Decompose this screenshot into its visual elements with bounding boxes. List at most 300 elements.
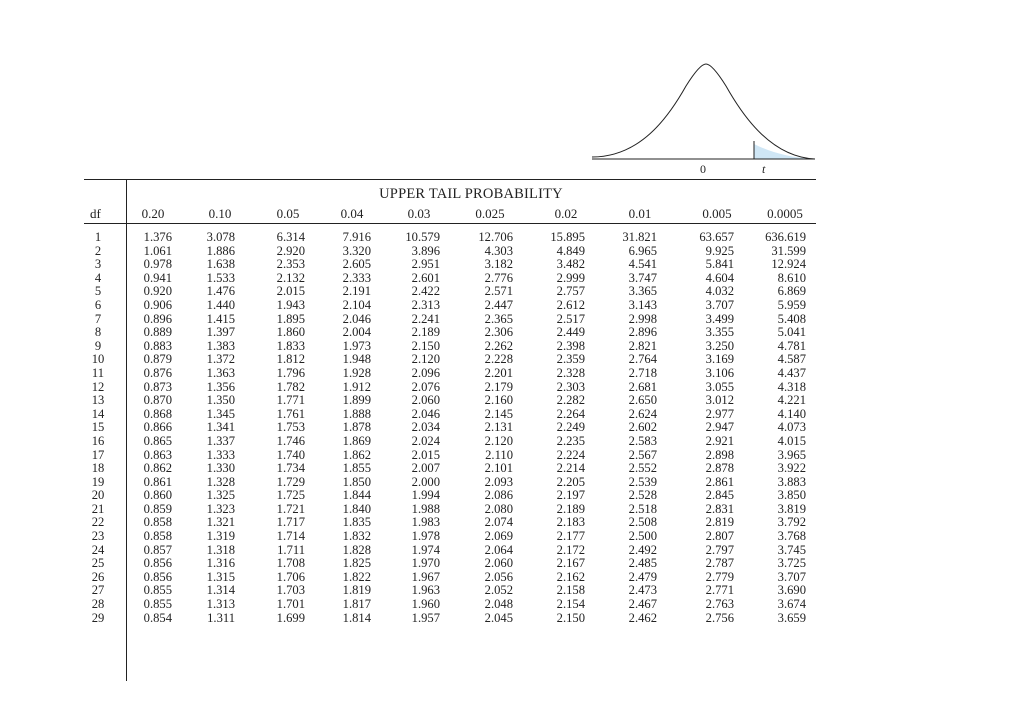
df-cell: 15 <box>91 420 105 435</box>
table-cell: 4.541 <box>628 257 657 272</box>
value-column <box>175 231 235 625</box>
table-cell: 2.101 <box>484 461 513 476</box>
table-cell: 1.638 <box>206 257 235 272</box>
df-cell: 18 <box>91 461 105 476</box>
table-cell: 1.440 <box>206 297 235 312</box>
df-cell: 11 <box>91 365 105 380</box>
df-cell: 26 <box>91 569 105 584</box>
table-cell: 1.819 <box>342 583 371 598</box>
table-cell: 4.140 <box>777 406 806 421</box>
table-cell: 2.303 <box>556 379 585 394</box>
table-cell: 2.921 <box>705 433 734 448</box>
table-cell: 1.711 <box>277 542 305 557</box>
table-cell: 2.197 <box>556 488 585 503</box>
upper-tail-shading <box>754 144 815 159</box>
table-cell: 2.365 <box>484 311 513 326</box>
table-cell: 2.951 <box>411 257 440 272</box>
df-cell: 20 <box>91 488 105 503</box>
table-cell: 2.831 <box>705 501 734 516</box>
table-cell: 2.167 <box>556 556 585 571</box>
table-cell: 1.328 <box>206 474 235 489</box>
table-cell: 0.896 <box>143 311 172 326</box>
table-cell: 1.350 <box>206 393 235 408</box>
table-cell: 1.363 <box>206 365 235 380</box>
table-cell: 2.999 <box>556 270 585 285</box>
table-cell: 2.224 <box>556 447 585 462</box>
table-cell: 1.311 <box>207 610 235 625</box>
table-cell: 2.539 <box>628 474 657 489</box>
table-cell: 2.048 <box>484 597 513 612</box>
prob-header-0_0005: 0.0005 <box>767 206 803 221</box>
table-cell: 2.179 <box>484 379 513 394</box>
prob-header-0_01: 0.01 <box>628 206 652 221</box>
prob-header-0_02: 0.02 <box>554 206 578 221</box>
value-column <box>245 231 305 625</box>
table-cell: 2.060 <box>484 556 513 571</box>
table-cell: 31.821 <box>622 230 657 244</box>
table-cell: 2.150 <box>556 610 585 625</box>
table-cell: 3.055 <box>705 379 734 394</box>
table-cell: 0.860 <box>143 488 172 503</box>
table-cell: 1.476 <box>206 284 235 299</box>
table-cell: 2.056 <box>484 569 513 584</box>
table-cell: 2.024 <box>411 433 440 448</box>
table-cell: 1.415 <box>206 311 235 326</box>
table-cell: 2.353 <box>276 257 305 272</box>
table-cell: 2.602 <box>628 420 657 435</box>
table-cell: 3.690 <box>777 583 806 598</box>
table-cell: 2.214 <box>556 461 585 476</box>
table-cell: 4.221 <box>777 393 806 408</box>
table-cell: 0.920 <box>143 284 172 299</box>
table-cell: 1.862 <box>342 447 371 462</box>
table-cell: 1.345 <box>206 406 235 421</box>
table-cell: 3.965 <box>777 447 806 462</box>
table-cell: 3.745 <box>777 542 806 557</box>
table-cell: 0.857 <box>143 542 172 557</box>
df-cell: 5 <box>94 284 102 299</box>
table-cell: 1.721 <box>276 501 305 516</box>
table-cell: 2.015 <box>411 447 440 462</box>
table-cell: 2.205 <box>556 474 585 489</box>
table-cell: 3.182 <box>484 257 513 272</box>
table-cell: 1.372 <box>206 352 235 367</box>
table-cell: 3.012 <box>705 393 734 408</box>
table-cell: 5.041 <box>777 325 806 340</box>
t-distribution-figure <box>0 0 1024 190</box>
table-cell: 1.321 <box>206 515 235 530</box>
table-cell: 2.492 <box>628 542 657 557</box>
table-cell: 2.896 <box>628 325 657 340</box>
table-cell: 12.924 <box>771 257 806 272</box>
table-cell: 1.886 <box>206 243 235 258</box>
table-cell: 2.154 <box>556 597 585 612</box>
table-cell: 1.832 <box>342 529 371 544</box>
table-cell: 2.517 <box>556 311 585 326</box>
table-cell: 1.817 <box>342 597 371 612</box>
table-cell: 1.835 <box>342 515 371 530</box>
table-cell: 3.819 <box>777 501 806 516</box>
table-cell: 2.060 <box>411 393 440 408</box>
table-cell: 2.235 <box>556 433 585 448</box>
table-cell: 2.861 <box>705 474 734 489</box>
value-column <box>380 231 440 625</box>
table-cell: 2.479 <box>628 569 657 584</box>
table-cell: 2.132 <box>276 270 305 285</box>
table-cell: 0.856 <box>143 556 172 571</box>
table-cell: 1.796 <box>276 365 305 380</box>
table-cell: 3.707 <box>777 569 806 584</box>
table-cell: 2.764 <box>628 352 657 367</box>
table-cell: 1.708 <box>276 556 305 571</box>
table-cell: 2.650 <box>628 393 657 408</box>
table-cell: 1.888 <box>342 406 371 421</box>
table-cell: 0.879 <box>143 352 172 367</box>
table-cell: 3.850 <box>777 488 806 503</box>
table-cell: 2.718 <box>628 365 657 380</box>
table-cell: 2.583 <box>628 433 657 448</box>
table-cell: 1.948 <box>342 352 371 367</box>
table-cell: 2.241 <box>411 311 440 326</box>
df-cell: 1 <box>94 230 102 244</box>
table-cell: 1.812 <box>276 352 305 367</box>
table-cell: 1.943 <box>276 297 305 312</box>
table-cell: 1.960 <box>411 597 440 612</box>
table-cell: 2.359 <box>556 352 585 367</box>
zero-label: 0 <box>700 162 706 176</box>
table-cell: 2.473 <box>628 583 657 598</box>
table-cell: 1.878 <box>342 420 371 435</box>
table-cell: 1.725 <box>276 488 305 503</box>
table-cell: 2.821 <box>628 338 657 353</box>
table-cell: 1.828 <box>342 542 371 557</box>
table-cell: 2.328 <box>556 365 585 380</box>
table-cell: 1.330 <box>206 461 235 476</box>
table-cell: 1.994 <box>411 488 440 503</box>
table-cell: 1.983 <box>411 515 440 530</box>
table-cell: 2.845 <box>705 488 734 503</box>
table-cell: 2.086 <box>484 488 513 503</box>
table-cell: 2.131 <box>484 420 513 435</box>
table-cell: 2.787 <box>705 556 734 571</box>
df-cell: 25 <box>91 556 105 571</box>
table-cell: 2.977 <box>705 406 734 421</box>
df-cell: 21 <box>91 501 105 516</box>
table-cell: 2.093 <box>484 474 513 489</box>
value-column <box>674 231 734 625</box>
table-cell: 1.912 <box>342 379 371 394</box>
table-cell: 8.610 <box>777 270 806 285</box>
table-cell: 2.162 <box>556 569 585 584</box>
table-cell: 3.707 <box>705 297 734 312</box>
table-cell: 0.858 <box>143 529 172 544</box>
table-cell: 0.889 <box>143 325 172 340</box>
table-cell: 2.064 <box>484 542 513 557</box>
table-cell: 2.947 <box>705 420 734 435</box>
table-cell: 2.920 <box>276 243 305 258</box>
table-cell: 15.895 <box>550 230 585 244</box>
table-cell: 1.928 <box>342 365 371 380</box>
table-cell: 3.747 <box>628 270 657 285</box>
table-cell: 0.862 <box>143 461 172 476</box>
table-cell: 2.681 <box>628 379 657 394</box>
table-cell: 4.437 <box>777 365 806 380</box>
table-cell: 2.052 <box>484 583 513 598</box>
table-cell: 2.500 <box>628 529 657 544</box>
table-cell: 3.365 <box>628 284 657 299</box>
table-cell: 2.797 <box>705 542 734 557</box>
df-cell: 6 <box>94 297 102 312</box>
df-cell: 10 <box>91 352 105 367</box>
prob-header-0_005: 0.005 <box>702 206 732 221</box>
table-cell: 2.807 <box>705 529 734 544</box>
table-cell: 1.973 <box>342 338 371 353</box>
table-cell: 5.408 <box>777 311 806 326</box>
table-cell: 0.978 <box>143 257 172 272</box>
table-cell: 1.533 <box>206 270 235 285</box>
table-cell: 1.761 <box>276 406 305 421</box>
value-column <box>525 231 585 625</box>
table-cell: 1.333 <box>206 447 235 462</box>
table-cell: 0.859 <box>143 501 172 516</box>
table-cell: 0.866 <box>143 420 172 435</box>
table-cell: 0.876 <box>143 365 172 380</box>
table-cell: 2.069 <box>484 529 513 544</box>
table-cell: 1.706 <box>276 569 305 584</box>
table-cell: 1.323 <box>206 501 235 516</box>
df-cell: 28 <box>91 597 105 612</box>
df-cell: 12 <box>91 379 105 394</box>
table-cell: 3.250 <box>705 338 734 353</box>
table-cell: 0.854 <box>143 610 172 625</box>
table-cell: 0.865 <box>143 433 172 448</box>
table-cell: 1.782 <box>276 379 305 394</box>
table-cell: 63.657 <box>699 230 734 244</box>
table-cell: 1.899 <box>342 393 371 408</box>
table-cell: 1.869 <box>342 433 371 448</box>
table-cell: 2.467 <box>628 597 657 612</box>
table-cell: 3.768 <box>777 529 806 544</box>
table-cell: 2.172 <box>556 542 585 557</box>
table-cell: 636.619 <box>765 230 806 244</box>
table-cell: 1.746 <box>276 433 305 448</box>
table-cell: 2.004 <box>342 325 371 340</box>
table-cell: 2.763 <box>705 597 734 612</box>
table-cell: 2.080 <box>484 501 513 516</box>
table-cell: 4.587 <box>777 352 806 367</box>
table-cell: 0.855 <box>143 597 172 612</box>
table-cell: 2.191 <box>342 284 371 299</box>
table-cell: 3.106 <box>705 365 734 380</box>
table-cell: 2.819 <box>705 515 734 530</box>
prob-header-0_10: 0.10 <box>208 206 232 221</box>
table-cell: 2.313 <box>411 297 440 312</box>
table-cell: 0.863 <box>143 447 172 462</box>
table-cell: 2.779 <box>705 569 734 584</box>
table-cell: 1.974 <box>411 542 440 557</box>
table-cell: 3.896 <box>411 243 440 258</box>
table-cell: 1.061 <box>143 243 172 258</box>
table-cell: 2.158 <box>556 583 585 598</box>
table-cell: 3.883 <box>777 474 806 489</box>
df-cell: 27 <box>91 583 105 598</box>
table-cell: 2.449 <box>556 325 585 340</box>
table-cell: 1.963 <box>411 583 440 598</box>
table-cell: 1.814 <box>342 610 371 625</box>
value-column <box>311 231 371 625</box>
df-cell: 23 <box>91 529 105 544</box>
table-cell: 12.706 <box>478 230 513 244</box>
table-cell: 1.825 <box>342 556 371 571</box>
table-cell: 2.571 <box>484 284 513 299</box>
table-cell: 3.725 <box>777 556 806 571</box>
table-cell: 2.528 <box>628 488 657 503</box>
table-cell: 1.699 <box>276 610 305 625</box>
table-cell: 2.624 <box>628 406 657 421</box>
df-cell: 3 <box>94 257 102 272</box>
df-cell: 22 <box>91 515 105 530</box>
table-cell: 2.333 <box>342 270 371 285</box>
df-cell: 29 <box>91 610 105 625</box>
table-cell: 3.674 <box>777 597 806 612</box>
table-top-rule <box>84 179 816 180</box>
table-cell: 1.356 <box>206 379 235 394</box>
table-cell: 2.508 <box>628 515 657 530</box>
table-cell: 1.850 <box>342 474 371 489</box>
table-cell: 2.567 <box>628 447 657 462</box>
table-cell: 1.314 <box>206 583 235 598</box>
table-cell: 3.482 <box>556 257 585 272</box>
table-cell: 3.792 <box>777 515 806 530</box>
table-cell: 2.145 <box>484 406 513 421</box>
table-cell: 2.034 <box>411 420 440 435</box>
table-cell: 2.601 <box>411 270 440 285</box>
table-cell: 0.868 <box>143 406 172 421</box>
table-cell: 4.604 <box>705 270 734 285</box>
table-cell: 7.916 <box>342 230 371 244</box>
prob-header-0_025: 0.025 <box>475 206 505 221</box>
table-cell: 3.143 <box>628 297 657 312</box>
table-cell: 2.422 <box>411 284 440 299</box>
table-cell: 1.740 <box>276 447 305 462</box>
table-cell: 2.306 <box>484 325 513 340</box>
table-cell: 1.833 <box>276 338 305 353</box>
table-cell: 1.319 <box>206 529 235 544</box>
table-cell: 4.073 <box>777 420 806 435</box>
table-cell: 2.120 <box>411 352 440 367</box>
table-cell: 2.015 <box>276 284 305 299</box>
table-cell: 1.771 <box>276 393 305 408</box>
table-cell: 2.045 <box>484 610 513 625</box>
table-cell: 2.104 <box>342 297 371 312</box>
value-column <box>453 231 513 625</box>
table-cell: 1.313 <box>206 597 235 612</box>
df-cell: 16 <box>91 433 105 448</box>
df-cell: 2 <box>94 243 102 258</box>
table-header-rule <box>84 223 816 224</box>
table-cell: 6.869 <box>777 284 806 299</box>
table-cell: 2.189 <box>556 501 585 516</box>
table-cell: 4.032 <box>705 284 734 299</box>
table-cell: 2.264 <box>556 406 585 421</box>
table-cell: 2.046 <box>411 406 440 421</box>
table-cell: 1.714 <box>276 529 305 544</box>
df-cell: 13 <box>91 393 105 408</box>
table-cell: 3.499 <box>705 311 734 326</box>
table-cell: 1.325 <box>206 488 235 503</box>
table-cell: 2.110 <box>485 447 513 462</box>
table-cell: 2.462 <box>628 610 657 625</box>
table-cell: 1.315 <box>206 569 235 584</box>
table-cell: 1.822 <box>342 569 371 584</box>
prob-header-0_05: 0.05 <box>276 206 300 221</box>
table-cell: 1.337 <box>206 433 235 448</box>
table-cell: 1.978 <box>411 529 440 544</box>
table-cell: 2.074 <box>484 515 513 530</box>
table-cell: 1.957 <box>411 610 440 625</box>
density-curve <box>592 64 815 159</box>
table-cell: 10.579 <box>405 230 440 244</box>
table-cell: 1.729 <box>276 474 305 489</box>
table-cell: 1.967 <box>411 569 440 584</box>
df-cell: 8 <box>94 325 102 340</box>
table-cell: 2.183 <box>556 515 585 530</box>
table-cell: 1.703 <box>276 583 305 598</box>
table-cell: 1.753 <box>276 420 305 435</box>
df-cell: 14 <box>91 406 105 421</box>
table-cell: 2.189 <box>411 325 440 340</box>
table-cell: 3.355 <box>705 325 734 340</box>
prob-header-0_04: 0.04 <box>340 206 364 221</box>
table-cell: 2.998 <box>628 311 657 326</box>
table-cell: 2.160 <box>484 393 513 408</box>
table-cell: 5.959 <box>777 297 806 312</box>
table-cell: 1.855 <box>342 461 371 476</box>
prob-header-0_20: 0.20 <box>141 206 165 221</box>
t-label: t <box>762 162 766 176</box>
table-cell: 9.925 <box>705 243 734 258</box>
table-cell: 1.376 <box>143 230 172 244</box>
table-cell: 2.177 <box>556 529 585 544</box>
table-cell: 5.841 <box>705 257 734 272</box>
table-cell: 1.988 <box>411 501 440 516</box>
table-cell: 4.849 <box>556 243 585 258</box>
table-cell: 1.840 <box>342 501 371 516</box>
table-cell: 2.000 <box>411 474 440 489</box>
table-cell: 2.776 <box>484 270 513 285</box>
table-cell: 2.756 <box>705 610 734 625</box>
table-cell: 2.249 <box>556 420 585 435</box>
table-cell: 2.552 <box>628 461 657 476</box>
df-cell: 17 <box>91 447 105 462</box>
table-cell: 2.076 <box>411 379 440 394</box>
table-cell: 2.485 <box>628 556 657 571</box>
prob-header-0_03: 0.03 <box>407 206 431 221</box>
table-cell: 3.922 <box>777 461 806 476</box>
table-cell: 4.318 <box>777 379 806 394</box>
table-cell: 1.316 <box>206 556 235 571</box>
table-cell: 1.397 <box>206 325 235 340</box>
table-cell: 4.303 <box>484 243 513 258</box>
table-cell: 3.320 <box>342 243 371 258</box>
table-cell: 2.398 <box>556 338 585 353</box>
table-cell: 6.965 <box>628 243 657 258</box>
table-cell: 0.861 <box>143 474 172 489</box>
table-cell: 2.447 <box>484 297 513 312</box>
df-cell: 24 <box>91 542 105 557</box>
table-cell: 2.898 <box>705 447 734 462</box>
df-cell: 7 <box>94 311 102 326</box>
